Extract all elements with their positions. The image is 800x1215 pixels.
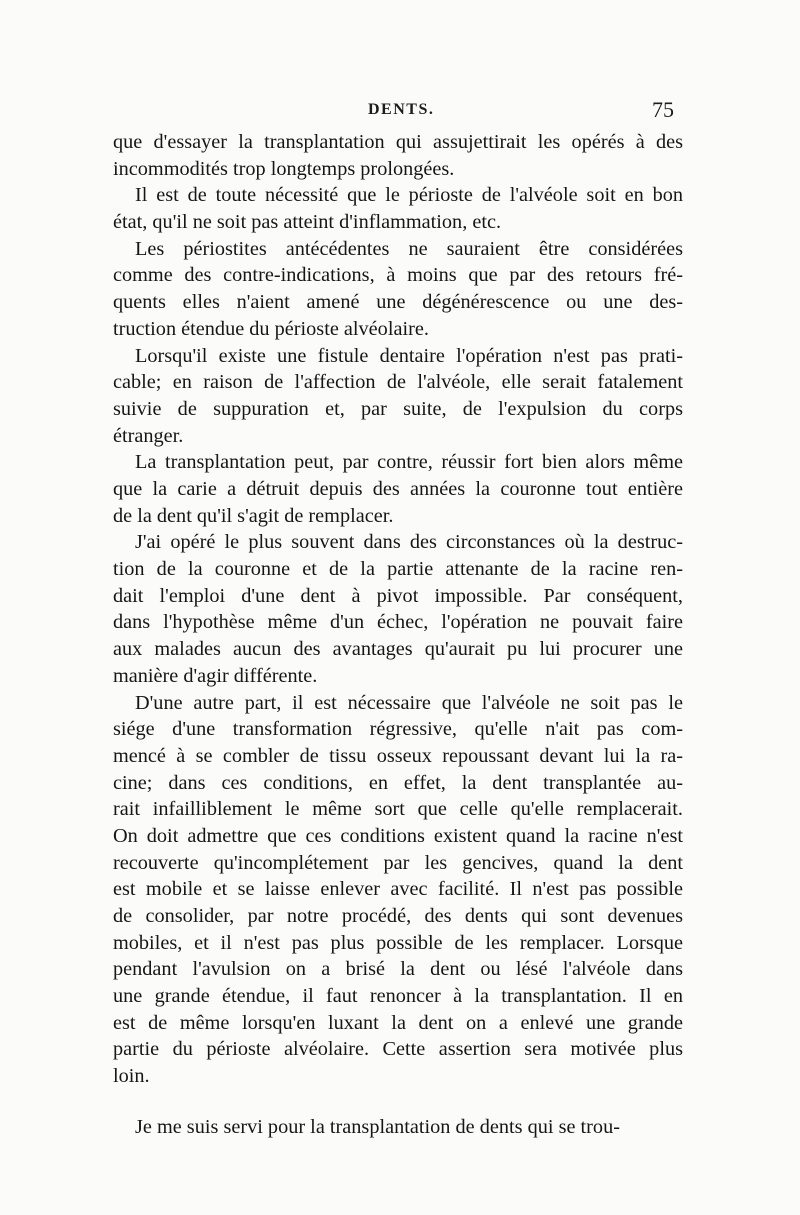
text-line: truction étendue du périoste alvéolaire. bbox=[113, 317, 429, 340]
text-line: cine; dans ces conditions, en effet, la dent transplantée au- bbox=[113, 771, 683, 794]
paragraph bbox=[113, 449, 683, 529]
paragraph bbox=[113, 236, 683, 343]
text-line: cable; en raison de l'affection de l'alvéole, elle serait fatalement bbox=[113, 371, 683, 394]
paragraph bbox=[113, 343, 683, 450]
text-line: comme des contre-indications, à moins que par des retours fré- bbox=[113, 264, 683, 287]
text-line: La transplantation peut, par contre, réussir fort bien alors même bbox=[135, 451, 683, 474]
text-line: J'ai opéré le plus souvent dans des circonstances où la destruc- bbox=[135, 531, 683, 554]
paragraph bbox=[113, 182, 683, 235]
text-line: que la carie a détruit depuis des années la couronne tout entière bbox=[113, 478, 683, 500]
text-line: manière d'agir différente. bbox=[113, 664, 318, 687]
text-line: partie du périoste alvéolaire. Cette assertion sera motivée plus bbox=[113, 1038, 683, 1061]
paragraph bbox=[113, 529, 683, 689]
text-line: incommodités trop longtemps prolongées. bbox=[113, 157, 455, 180]
text-line: quents elles n'aient amené une dégénérescence ou une des- bbox=[113, 291, 683, 314]
paragraph bbox=[113, 1114, 683, 1141]
text-line: état, qu'il ne soit pas atteint d'inflammation, etc. bbox=[113, 211, 502, 234]
text-line: dait l'emploi d'une dent à pivot impossible. Par conséquent, bbox=[113, 584, 683, 607]
text-line: pendant l'avulsion on a brisé la dent ou lésé l'alvéole dans bbox=[113, 958, 683, 981]
text-line: Je me suis servi pour la transplantation de dents qui se trou- bbox=[135, 1115, 620, 1138]
text-line: de la dent qu'il s'agit de remplacer. bbox=[113, 504, 394, 527]
text-line: étranger. bbox=[113, 424, 184, 447]
body-text bbox=[113, 129, 683, 1141]
text-line: dans l'hypothèse même d'un échec, l'opération ne pouvait faire bbox=[113, 611, 683, 634]
page-number: 75 bbox=[652, 97, 674, 122]
text-line: Les périostites antécédentes ne sauraient être considérées bbox=[135, 237, 683, 260]
text-line: Il est de toute nécessité que le périoste de l'alvéole soit en bon bbox=[135, 184, 683, 207]
text-line: mencé à se combler de tissu osseux repoussant devant lui la ra- bbox=[113, 744, 683, 767]
text-line: une grande étendue, il faut renoncer à la transplantation. Il en bbox=[113, 985, 683, 1008]
text-line: loin. bbox=[113, 1065, 150, 1088]
text-line: est de même lorsqu'en luxant la dent on a enlevé une grande bbox=[113, 1011, 683, 1034]
text-line: que d'essayer la transplantation qui assujettirait les opérés à des bbox=[113, 131, 683, 153]
text-line: mobiles, et il n'est pas plus possible de les remplacer. Lorsque bbox=[113, 931, 683, 954]
text-line: D'une autre part, il est nécessaire que l'alvéole ne soit pas le bbox=[135, 691, 683, 714]
text-line: suivie de suppuration et, par suite, de l'expulsion du corps bbox=[113, 397, 683, 420]
running-head: DENTS. bbox=[368, 101, 435, 118]
paragraph bbox=[113, 690, 683, 1090]
text-line: recouverte qu'incomplétement par les gencives, quand la dent bbox=[113, 851, 683, 874]
text-line: aux malades aucun des avantages qu'aurait pu lui procurer une bbox=[113, 638, 683, 661]
text-line: Lorsqu'il existe une fistule dentaire l'opération n'est pas prati- bbox=[135, 344, 683, 367]
text-line: On doit admettre que ces conditions existent quand la racine n'est bbox=[113, 824, 683, 847]
text-line: siége d'une transformation régressive, qu'elle n'ait pas com- bbox=[113, 718, 683, 741]
text-line: est mobile et se laisse enlever avec facilité. Il n'est pas possible bbox=[113, 878, 683, 901]
paragraph bbox=[113, 129, 683, 182]
text-line: tion de la couronne et de la partie attenante de la racine ren- bbox=[113, 558, 683, 581]
text-line: rait infailliblement le même sort que celle qu'elle remplacerait. bbox=[113, 798, 683, 821]
text-line: de consolider, par notre procédé, des dents qui sont devenues bbox=[113, 905, 683, 928]
